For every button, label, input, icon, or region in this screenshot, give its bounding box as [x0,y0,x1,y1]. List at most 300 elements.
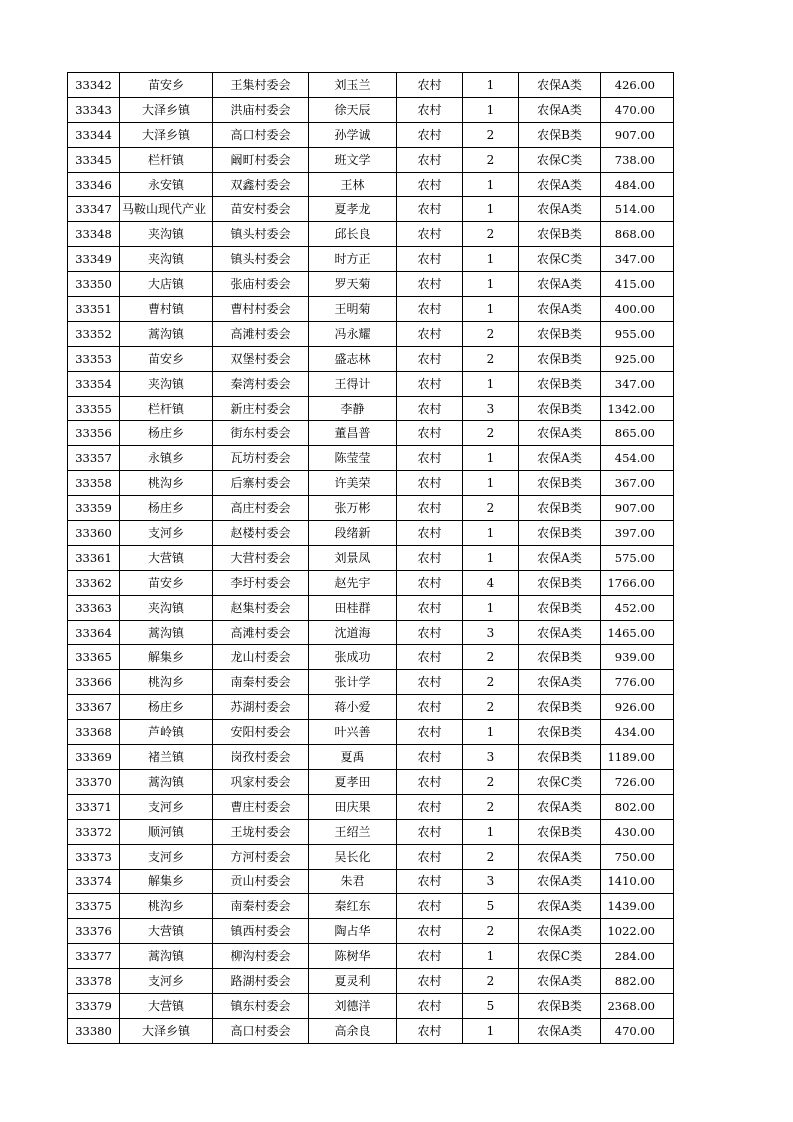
town-cell: 大泽乡镇 [120,122,213,147]
area-type-cell: 农村 [397,371,463,396]
amount-cell: 868.00 [601,222,674,247]
table-row [68,521,674,546]
household-count-cell: 5 [463,894,519,919]
document-sheet [67,72,673,1044]
town-cell: 大营镇 [120,919,213,944]
amount-cell: 434.00 [601,720,674,745]
town-cell: 蒿沟镇 [120,321,213,346]
record-id-cell: 33372 [68,819,120,844]
amount-cell: 1022.00 [601,919,674,944]
person-name-cell: 王得计 [309,371,397,396]
household-count-cell: 2 [463,496,519,521]
table-row [68,993,674,1018]
village-cell: 洪庙村委会 [213,97,309,122]
record-id-cell: 33355 [68,396,120,421]
table-row [68,670,674,695]
table-row [68,944,674,969]
insurance-category-cell: 农保B类 [519,993,601,1018]
person-name-cell: 田桂群 [309,595,397,620]
person-name-cell: 张计学 [309,670,397,695]
area-type-cell: 农村 [397,496,463,521]
town-cell: 芦岭镇 [120,720,213,745]
amount-cell: 925.00 [601,346,674,371]
area-type-cell: 农村 [397,545,463,570]
household-count-cell: 1 [463,1018,519,1043]
table-row [68,222,674,247]
insurance-category-cell: 农保A类 [519,894,601,919]
amount-cell: 1465.00 [601,620,674,645]
household-count-cell: 2 [463,695,519,720]
insurance-category-cell: 农保B类 [519,346,601,371]
insurance-category-cell: 农保A类 [519,272,601,297]
village-cell: 高口村委会 [213,1018,309,1043]
table-row [68,620,674,645]
insurance-category-cell: 农保C类 [519,247,601,272]
person-name-cell: 盛志林 [309,346,397,371]
insurance-category-cell: 农保B类 [519,321,601,346]
village-cell: 苗安村委会 [213,197,309,222]
area-type-cell: 农村 [397,745,463,770]
area-type-cell: 农村 [397,869,463,894]
area-type-cell: 农村 [397,73,463,98]
record-id-cell: 33366 [68,670,120,695]
person-name-cell: 王绍兰 [309,819,397,844]
insurance-category-cell: 农保B类 [519,720,601,745]
table-row [68,695,674,720]
amount-cell: 1342.00 [601,396,674,421]
insurance-category-cell: 农保A类 [519,1018,601,1043]
village-cell: 赵楼村委会 [213,521,309,546]
person-name-cell: 夏孝龙 [309,197,397,222]
insurance-category-cell: 农保A类 [519,620,601,645]
person-name-cell: 高余良 [309,1018,397,1043]
person-name-cell: 夏灵利 [309,969,397,994]
person-name-cell: 刘德洋 [309,993,397,1018]
insurance-category-cell: 农保B类 [519,471,601,496]
village-cell: 岗孜村委会 [213,745,309,770]
person-name-cell: 张万彬 [309,496,397,521]
insurance-category-cell: 农保A类 [519,844,601,869]
area-type-cell: 农村 [397,645,463,670]
household-count-cell: 5 [463,993,519,1018]
record-id-cell: 33352 [68,321,120,346]
amount-cell: 284.00 [601,944,674,969]
amount-cell: 347.00 [601,247,674,272]
table-row [68,471,674,496]
household-count-cell: 2 [463,844,519,869]
table-row [68,595,674,620]
person-name-cell: 邱长良 [309,222,397,247]
household-count-cell: 1 [463,197,519,222]
household-count-cell: 1 [463,247,519,272]
village-cell: 王集村委会 [213,73,309,98]
table-row [68,819,674,844]
village-cell: 巩家村委会 [213,769,309,794]
household-count-cell: 1 [463,297,519,322]
person-name-cell: 叶兴善 [309,720,397,745]
record-id-cell: 33376 [68,919,120,944]
insurance-category-cell: 农保A类 [519,869,601,894]
table-row [68,247,674,272]
village-cell: 新庄村委会 [213,396,309,421]
insurance-category-cell: 农保B类 [519,396,601,421]
village-cell: 高滩村委会 [213,321,309,346]
record-id-cell: 33374 [68,869,120,894]
area-type-cell: 农村 [397,969,463,994]
town-cell: 夹沟镇 [120,371,213,396]
area-type-cell: 农村 [397,446,463,471]
household-count-cell: 1 [463,73,519,98]
record-id-cell: 33377 [68,944,120,969]
town-cell: 蒿沟镇 [120,944,213,969]
household-count-cell: 1 [463,521,519,546]
area-type-cell: 农村 [397,844,463,869]
household-count-cell: 2 [463,122,519,147]
household-count-cell: 3 [463,745,519,770]
town-cell: 苗安乡 [120,73,213,98]
village-cell: 王垅村委会 [213,819,309,844]
household-count-cell: 1 [463,371,519,396]
person-name-cell: 孙学诚 [309,122,397,147]
village-cell: 张庙村委会 [213,272,309,297]
person-name-cell: 时方正 [309,247,397,272]
area-type-cell: 农村 [397,122,463,147]
household-count-cell: 1 [463,720,519,745]
record-id-cell: 33346 [68,172,120,197]
record-id-cell: 33351 [68,297,120,322]
household-count-cell: 1 [463,944,519,969]
record-id-cell: 33367 [68,695,120,720]
amount-cell: 397.00 [601,521,674,546]
town-cell: 大营镇 [120,545,213,570]
insurance-category-cell: 农保A类 [519,670,601,695]
village-cell: 秦湾村委会 [213,371,309,396]
table-body [68,73,674,1044]
village-cell: 镇东村委会 [213,993,309,1018]
table-row [68,197,674,222]
area-type-cell: 农村 [397,794,463,819]
household-count-cell: 3 [463,396,519,421]
household-count-cell: 3 [463,620,519,645]
amount-cell: 726.00 [601,769,674,794]
amount-cell: 1410.00 [601,869,674,894]
area-type-cell: 农村 [397,197,463,222]
household-count-cell: 1 [463,471,519,496]
record-id-cell: 33350 [68,272,120,297]
insurance-category-cell: 农保C类 [519,147,601,172]
person-name-cell: 蒋小爱 [309,695,397,720]
insurance-category-cell: 农保B类 [519,745,601,770]
area-type-cell: 农村 [397,521,463,546]
town-cell: 大店镇 [120,272,213,297]
person-name-cell: 夏孝田 [309,769,397,794]
insurance-category-cell: 农保B类 [519,222,601,247]
town-cell: 支河乡 [120,794,213,819]
area-type-cell: 农村 [397,570,463,595]
table-row [68,919,674,944]
town-cell: 夹沟镇 [120,595,213,620]
amount-cell: 415.00 [601,272,674,297]
household-count-cell: 2 [463,919,519,944]
table-row [68,346,674,371]
person-name-cell: 罗天菊 [309,272,397,297]
town-cell: 桃沟乡 [120,471,213,496]
household-count-cell: 1 [463,272,519,297]
amount-cell: 470.00 [601,1018,674,1043]
table-row [68,794,674,819]
village-cell: 后寨村委会 [213,471,309,496]
amount-cell: 738.00 [601,147,674,172]
insurance-category-cell: 农保B类 [519,570,601,595]
town-cell: 杨庄乡 [120,695,213,720]
household-count-cell: 2 [463,222,519,247]
amount-cell: 514.00 [601,197,674,222]
table-row [68,272,674,297]
record-id-cell: 33378 [68,969,120,994]
table-row [68,421,674,446]
table-row [68,446,674,471]
area-type-cell: 农村 [397,670,463,695]
area-type-cell: 农村 [397,471,463,496]
table-row [68,496,674,521]
amount-cell: 955.00 [601,321,674,346]
person-name-cell: 夏禹 [309,745,397,770]
table-row [68,645,674,670]
household-count-cell: 2 [463,321,519,346]
insurance-category-cell: 农保A类 [519,197,601,222]
village-cell: 瓦坊村委会 [213,446,309,471]
amount-cell: 454.00 [601,446,674,471]
area-type-cell: 农村 [397,919,463,944]
person-name-cell: 王明菊 [309,297,397,322]
person-name-cell: 秦红东 [309,894,397,919]
amount-cell: 907.00 [601,496,674,521]
village-cell: 高庄村委会 [213,496,309,521]
record-id-cell: 33368 [68,720,120,745]
area-type-cell: 农村 [397,894,463,919]
village-cell: 龙山村委会 [213,645,309,670]
insurance-category-cell: 农保B类 [519,521,601,546]
record-id-cell: 33371 [68,794,120,819]
village-cell: 南秦村委会 [213,670,309,695]
insurance-category-cell: 农保A类 [519,421,601,446]
town-cell: 解集乡 [120,645,213,670]
household-count-cell: 2 [463,421,519,446]
amount-cell: 347.00 [601,371,674,396]
record-id-cell: 33354 [68,371,120,396]
area-type-cell: 农村 [397,720,463,745]
table-row [68,97,674,122]
person-name-cell: 冯永耀 [309,321,397,346]
amount-cell: 802.00 [601,794,674,819]
person-name-cell: 朱君 [309,869,397,894]
amount-cell: 907.00 [601,122,674,147]
village-cell: 路湖村委会 [213,969,309,994]
village-cell: 高口村委会 [213,122,309,147]
amount-cell: 430.00 [601,819,674,844]
area-type-cell: 农村 [397,944,463,969]
insurance-category-cell: 农保A类 [519,172,601,197]
town-cell: 栏杆镇 [120,147,213,172]
household-count-cell: 2 [463,645,519,670]
area-type-cell: 农村 [397,620,463,645]
village-cell: 街东村委会 [213,421,309,446]
household-count-cell: 2 [463,147,519,172]
person-name-cell: 王林 [309,172,397,197]
village-cell: 镇头村委会 [213,222,309,247]
record-id-cell: 33342 [68,73,120,98]
town-cell: 苗安乡 [120,570,213,595]
person-name-cell: 徐天辰 [309,97,397,122]
village-cell: 方河村委会 [213,844,309,869]
amount-cell: 1766.00 [601,570,674,595]
record-id-cell: 33347 [68,197,120,222]
insurance-category-cell: 农保C类 [519,769,601,794]
town-cell: 马鞍山现代产业 [120,197,213,222]
amount-cell: 926.00 [601,695,674,720]
person-name-cell: 刘玉兰 [309,73,397,98]
person-name-cell: 陶占华 [309,919,397,944]
record-id-cell: 33345 [68,147,120,172]
area-type-cell: 农村 [397,1018,463,1043]
record-id-cell: 33357 [68,446,120,471]
household-count-cell: 4 [463,570,519,595]
record-id-cell: 33365 [68,645,120,670]
insurance-category-cell: 农保A类 [519,73,601,98]
household-count-cell: 2 [463,969,519,994]
record-id-cell: 33375 [68,894,120,919]
village-cell: 赵集村委会 [213,595,309,620]
area-type-cell: 农村 [397,396,463,421]
amount-cell: 575.00 [601,545,674,570]
village-cell: 大营村委会 [213,545,309,570]
town-cell: 支河乡 [120,969,213,994]
record-id-cell: 33361 [68,545,120,570]
table-row [68,570,674,595]
village-cell: 曹村村委会 [213,297,309,322]
household-count-cell: 1 [463,545,519,570]
amount-cell: 1189.00 [601,745,674,770]
table-row [68,396,674,421]
person-name-cell: 段绪新 [309,521,397,546]
record-id-cell: 33360 [68,521,120,546]
record-id-cell: 33379 [68,993,120,1018]
town-cell: 蒿沟镇 [120,769,213,794]
record-id-cell: 33344 [68,122,120,147]
amount-cell: 750.00 [601,844,674,869]
area-type-cell: 农村 [397,346,463,371]
town-cell: 杨庄乡 [120,421,213,446]
town-cell: 夹沟镇 [120,247,213,272]
town-cell: 解集乡 [120,869,213,894]
town-cell: 支河乡 [120,844,213,869]
town-cell: 永安镇 [120,172,213,197]
table-row [68,545,674,570]
town-cell: 蒿沟镇 [120,620,213,645]
record-id-cell: 33356 [68,421,120,446]
insurance-category-cell: 农保B类 [519,496,601,521]
table-row [68,147,674,172]
person-name-cell: 陈莹莹 [309,446,397,471]
record-id-cell: 33380 [68,1018,120,1043]
table-row [68,172,674,197]
insurance-category-cell: 农保B类 [519,371,601,396]
amount-cell: 1439.00 [601,894,674,919]
record-id-cell: 33348 [68,222,120,247]
household-count-cell: 2 [463,769,519,794]
table-row [68,371,674,396]
record-id-cell: 33369 [68,745,120,770]
person-name-cell: 李静 [309,396,397,421]
record-id-cell: 33349 [68,247,120,272]
village-cell: 高滩村委会 [213,620,309,645]
village-cell: 苏湖村委会 [213,695,309,720]
town-cell: 杨庄乡 [120,496,213,521]
town-cell: 桃沟乡 [120,670,213,695]
area-type-cell: 农村 [397,222,463,247]
area-type-cell: 农村 [397,819,463,844]
record-id-cell: 33370 [68,769,120,794]
household-count-cell: 1 [463,446,519,471]
insurance-category-cell: 农保B类 [519,595,601,620]
village-cell: 李圩村委会 [213,570,309,595]
household-count-cell: 1 [463,819,519,844]
table-row [68,869,674,894]
village-cell: 柳沟村委会 [213,944,309,969]
area-type-cell: 农村 [397,993,463,1018]
table-row [68,769,674,794]
table-row [68,969,674,994]
amount-cell: 865.00 [601,421,674,446]
household-count-cell: 2 [463,670,519,695]
area-type-cell: 农村 [397,97,463,122]
town-cell: 永镇乡 [120,446,213,471]
village-cell: 镇头村委会 [213,247,309,272]
table-row [68,745,674,770]
area-type-cell: 农村 [397,595,463,620]
person-name-cell: 张成功 [309,645,397,670]
person-name-cell: 赵先宇 [309,570,397,595]
insurance-category-cell: 农保A类 [519,794,601,819]
town-cell: 顺河镇 [120,819,213,844]
town-cell: 夹沟镇 [120,222,213,247]
area-type-cell: 农村 [397,297,463,322]
area-type-cell: 农村 [397,272,463,297]
table-row [68,73,674,98]
amount-cell: 367.00 [601,471,674,496]
record-id-cell: 33359 [68,496,120,521]
person-name-cell: 沈道海 [309,620,397,645]
household-count-cell: 3 [463,869,519,894]
amount-cell: 426.00 [601,73,674,98]
record-id-cell: 33358 [68,471,120,496]
area-type-cell: 农村 [397,172,463,197]
village-cell: 曹庄村委会 [213,794,309,819]
insurance-category-cell: 农保B类 [519,695,601,720]
insurance-category-cell: 农保B类 [519,122,601,147]
town-cell: 曹村镇 [120,297,213,322]
village-cell: 双堡村委会 [213,346,309,371]
insurance-category-cell: 农保B类 [519,819,601,844]
village-cell: 双鑫村委会 [213,172,309,197]
town-cell: 大泽乡镇 [120,97,213,122]
benefit-table [67,72,674,1044]
person-name-cell: 刘景凤 [309,545,397,570]
area-type-cell: 农村 [397,695,463,720]
person-name-cell: 田庆果 [309,794,397,819]
record-id-cell: 33353 [68,346,120,371]
record-id-cell: 33364 [68,620,120,645]
